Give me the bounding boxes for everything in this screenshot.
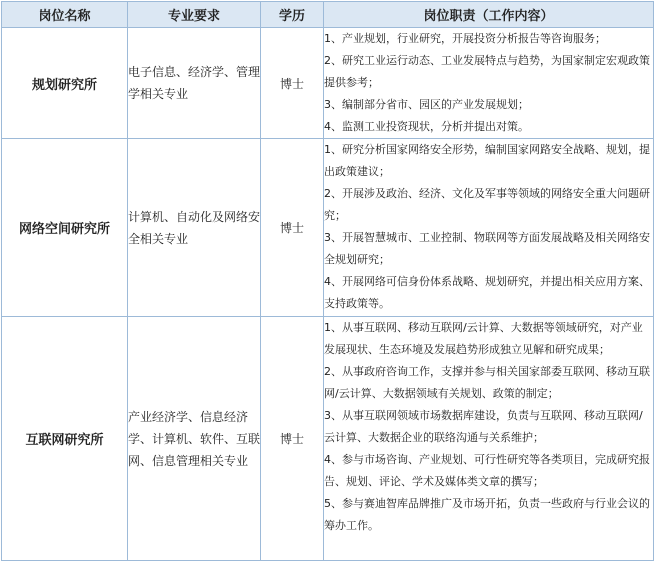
position-degree: 博士 — [261, 139, 324, 317]
position-requirement: 计算机、自动化及网络安全相关专业 — [128, 139, 261, 317]
duty-item: 4、开展网络可信身份体系战略、规划研究，并提出相关应用方案、支持政策等。 — [324, 275, 650, 310]
table-row — [2, 139, 654, 317]
job-positions-table — [1, 1, 654, 561]
header-degree: 学历 — [261, 2, 324, 28]
position-requirement: 电子信息、经济学、管理学相关专业 — [128, 28, 261, 139]
position-name: 网络空间研究所 — [2, 139, 128, 317]
position-name: 互联网研究所 — [2, 317, 128, 561]
duty-item: 2、从事政府咨询工作，支撑并参与相关国家部委互联网、移动互联网/云计算、大数据领域有关规划、政策的制定； — [324, 365, 650, 400]
position-duties — [324, 317, 654, 561]
position-requirement: 产业经济学、信息经济学、计算机、软件、互联网、信息管理相关专业 — [128, 317, 261, 561]
position-duties — [324, 139, 654, 317]
table-header-row — [2, 2, 654, 28]
duty-item: 5、参与赛迪智库品牌推广及市场开拓，负责一些政府与行业会议的筹办工作。 — [324, 497, 650, 532]
duty-item: 4、参与市场咨询、产业规划、可行性研究等各类项目，完成研究报告、规划、评论、学术及媒体类文章的撰写； — [324, 453, 650, 488]
header-position-name: 岗位名称 — [2, 2, 128, 28]
duty-item: 1、产业规划，行业研究，开展投资分析报告等咨询服务； — [324, 32, 606, 45]
table-row — [2, 317, 654, 561]
duty-item: 4、监测工业投资现状，分析并提出对策。 — [324, 120, 529, 133]
duty-item: 1、从事互联网、移动互联网/云计算、大数据等领域研究，对产业发展现状、生态环境及发展趋势形成独立见解和研究成果； — [324, 321, 643, 356]
duty-item: 3、从事互联网领域市场数据库建设，负责与互联网、移动互联网/云计算、大数据企业的联络沟通与关系维护； — [324, 409, 643, 444]
header-duties: 岗位职责（工作内容） — [324, 2, 654, 28]
position-degree: 博士 — [261, 28, 324, 139]
duty-item: 3、开展智慧城市、工业控制、物联网等方面发展战略及相关网络安全规划研究； — [324, 231, 650, 266]
duty-item: 2、开展涉及政治、经济、文化及军事等领域的网络安全重大问题研究； — [324, 187, 650, 222]
position-name: 规划研究所 — [2, 28, 128, 139]
position-degree: 博士 — [261, 317, 324, 561]
duty-item: 3、编制部分省市、园区的产业发展规划； — [324, 98, 529, 111]
duty-item: 2、研究工业运行动态、工业发展特点与趋势，为国家制定宏观政策提供参考； — [324, 54, 650, 89]
position-duties — [324, 28, 654, 139]
table-row — [2, 28, 654, 139]
header-requirement: 专业要求 — [128, 2, 261, 28]
duty-item: 1、研究分析国家网络安全形势，编制国家网路安全战略、规划，提出政策建议； — [324, 143, 650, 178]
